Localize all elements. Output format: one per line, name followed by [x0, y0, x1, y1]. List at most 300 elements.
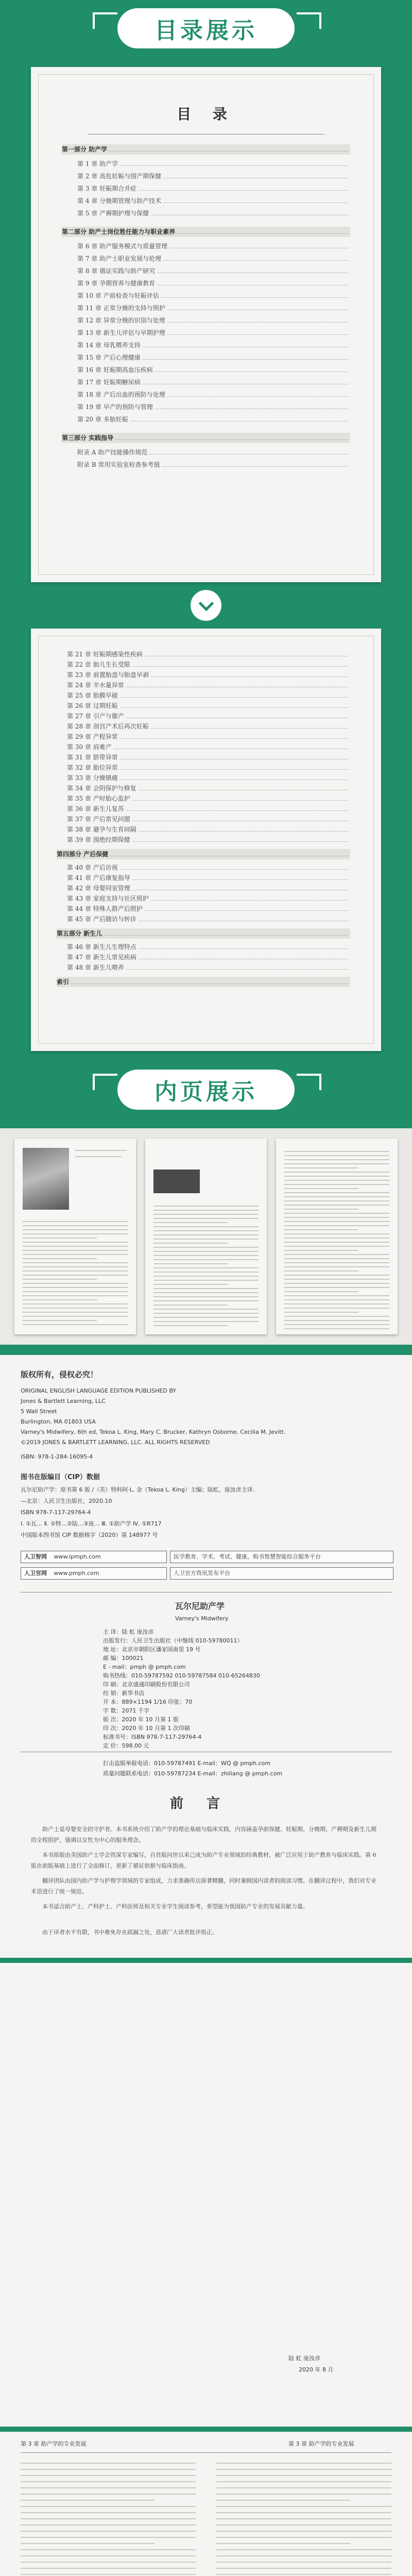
- inner-title-pill: [117, 1070, 295, 1110]
- toc-entry-row: [67, 962, 350, 973]
- preview-text-line: [23, 1270, 128, 1272]
- toc-entry-label: 第 19 章 早产的预防与管理: [77, 403, 153, 411]
- toc-leader-dots: [120, 773, 348, 780]
- toc-leader-dots: [132, 793, 348, 801]
- body-text-line: [21, 2487, 196, 2488]
- toc-entry-label: 第 7 章 助产士职业发展与伦理: [77, 255, 162, 262]
- toc-leader-dots: [126, 804, 348, 811]
- toc-entry-row: [77, 352, 350, 363]
- toc-entry-label: 第 38 章 避孕与生育间隔: [67, 826, 136, 833]
- toc-leader-dots: [149, 447, 348, 454]
- toc-entry-label: 第 9 章 孕期营养与健康教育: [77, 280, 156, 287]
- toc-leader-dots: [139, 824, 348, 832]
- toc-entry-row: [67, 680, 350, 690]
- preview-text-line: [284, 1151, 389, 1152]
- scroll-down-icon: [191, 590, 221, 621]
- toc-leader-dots: [132, 814, 348, 821]
- toc-entry-row: [67, 873, 350, 883]
- toc-leader-dots: [145, 649, 348, 656]
- toc-entry-row: [77, 171, 350, 181]
- original-edition-line: ORIGINAL ENGLISH LANGUAGE EDITION PUBLISHED BY: [21, 1387, 176, 1394]
- copyright-page: [0, 1355, 412, 1958]
- toc-entry-row: [67, 952, 350, 962]
- toc-entry-row: [77, 208, 350, 218]
- preview-text-line: [284, 1238, 389, 1239]
- toc-leader-dots: [139, 914, 348, 921]
- toc-leader-dots: [161, 291, 348, 298]
- toc-leader-dots: [139, 952, 348, 959]
- toc-leader-dots: [139, 783, 348, 790]
- preview-text-line: [284, 1217, 389, 1218]
- banner-left-bracket: [93, 12, 117, 29]
- preview-text-line: [23, 1287, 128, 1288]
- toc-leader-dots: [169, 241, 348, 248]
- toc-entry-label: 第 47 章 新生儿常见疾病: [67, 954, 136, 961]
- toc-leader-dots: [151, 208, 348, 215]
- preview-text-line: [284, 1209, 358, 1210]
- toc-entry-label: 第 1 章 助产学: [77, 160, 118, 167]
- toc-entry-label: 第 8 章 循证实践与助产研究: [77, 267, 156, 275]
- toc-entry-row: [77, 278, 350, 289]
- toc-entry-label: 第 24 章 羊水量异常: [67, 682, 124, 689]
- cip-title: 图书在版编目（CIP）数据: [21, 1473, 100, 1481]
- preview-text-line: [153, 1243, 228, 1244]
- toc-entry-row: [67, 942, 350, 952]
- cip-line: 瓦尔尼助产学：原书第 6 版 /（美）特科阿·L. 金（Tekoa L. King）主编；陆虹，庞汝彦主译.: [21, 1486, 255, 1493]
- preview-text-line: [284, 1262, 389, 1263]
- body-text-line: [21, 2475, 196, 2476]
- body-text-line: [21, 2549, 196, 2550]
- preview-text-line: [23, 1291, 128, 1292]
- toc-leader-dots: [139, 942, 348, 949]
- body-text-line: [21, 2463, 196, 2464]
- preview-text-line: [284, 1184, 389, 1185]
- preview-text-line: [23, 1266, 128, 1267]
- toc-leader-dots: [157, 278, 348, 285]
- preview-text-line: [23, 1320, 97, 1321]
- preview-text-line: [284, 1155, 389, 1156]
- body-text-line: [216, 2481, 391, 2482]
- cip-line: ISBN 978-7-117-29764-4: [21, 1509, 91, 1516]
- banner-left-bracket: [93, 1074, 117, 1090]
- body-text-line: [216, 2512, 391, 2513]
- preface-paragraph: 由于译者水平有限，书中难免存在疏漏之处，恳请广大读者批评指正。: [31, 1929, 218, 1936]
- toc-entry-row: [67, 893, 350, 904]
- preview-text-line: [284, 1233, 389, 1234]
- toc-entry-row: [67, 762, 350, 773]
- toc-entry-row: [77, 328, 350, 338]
- toc-entry-label: 第 32 章 胎位异常: [67, 764, 118, 771]
- preview-text-line: [284, 1308, 389, 1309]
- publication-detail-line: E - mail：pmph @ pmph.com: [103, 1664, 186, 1670]
- preview-text-line: [284, 1316, 389, 1317]
- preview-text-line: [153, 1263, 228, 1264]
- body-text-line: [21, 2574, 196, 2575]
- preview-text-line: [153, 1251, 259, 1252]
- preview-text-line: [284, 1221, 389, 1222]
- toc-entry-row: [67, 649, 350, 659]
- preview-text-line: [153, 1292, 259, 1293]
- toc-entry-row: [77, 291, 350, 301]
- preview-text-line: [284, 1303, 389, 1304]
- body-text-line: [21, 2481, 196, 2482]
- toc-entry-row: [77, 253, 350, 264]
- preview-text-line: [284, 1295, 389, 1296]
- body-text-line: [216, 2518, 391, 2519]
- toc-leader-dots: [120, 732, 348, 739]
- toc-entry-label: 第 40 章 产后访视: [67, 864, 118, 871]
- preview-text-line: [23, 1258, 97, 1259]
- toc-entry-row: [67, 721, 350, 732]
- body-text-line: [21, 2506, 196, 2507]
- original-edition-line: Burlington, MA 01803 USA: [21, 1418, 96, 1425]
- toc-entry-row: [77, 460, 350, 470]
- preview-text-line: [23, 1233, 128, 1234]
- toc-part-row: [62, 144, 350, 155]
- toc-entry-label: 第 34 章 会阴保护与修复: [67, 785, 136, 792]
- toc-entry-row: [77, 365, 350, 375]
- website-label-2: 人卫官网: [24, 1570, 47, 1577]
- cip-line: —北京：人民卫生出版社，2020.10: [21, 1498, 112, 1504]
- preview-text-line: [153, 1259, 259, 1260]
- preview-text-line: [284, 1312, 358, 1313]
- preview-text-line: [153, 1267, 259, 1268]
- preview-text-line: [23, 1279, 97, 1280]
- preview-text-line: [284, 1287, 389, 1288]
- toc-leader-dots: [130, 414, 348, 421]
- toc-section-banner: [0, 0, 412, 57]
- preview-text-line: [153, 1284, 228, 1285]
- website-label-1: 人卫智网: [24, 1553, 47, 1560]
- toc-entry-label: 第 2 章 高危妊娠与围产期保健: [77, 173, 162, 180]
- publication-detail-line: 邮 编：100021: [103, 1655, 144, 1662]
- banner-right-bracket: [297, 12, 321, 29]
- toc-entry-label: 第 30 章 肩难产: [67, 743, 112, 751]
- toc-entry-label: 第 23 章 前置胎盘与胎盘早剥: [67, 671, 149, 679]
- publication-detail-line: 定 价：598.00 元: [103, 1742, 149, 1749]
- preview-text-line: [153, 1321, 259, 1322]
- body-text-line: [216, 2555, 391, 2556]
- toc-leader-dots: [120, 159, 348, 166]
- toc-leader-dots: [120, 701, 348, 708]
- preview-text-line: [284, 1328, 389, 1329]
- body-text-line: [216, 2487, 391, 2488]
- toc-entry-row: [77, 315, 350, 326]
- preview-text-line: [23, 1229, 128, 1230]
- toc-leader-dots: [155, 402, 348, 409]
- toc-leader-dots: [126, 962, 348, 970]
- original-edition-line: Jones & Bartlett Learning, LLC: [21, 1398, 106, 1404]
- toc-entry-row: [67, 904, 350, 914]
- toc-entry-label: 第 42 章 母婴同室管理: [67, 885, 130, 892]
- publication-detail-line: 开 本：889×1194 1/16 印张：70: [103, 1699, 193, 1705]
- toc-entry-label: 第 36 章 新生儿复苏: [67, 805, 124, 812]
- toc-entry-row: [67, 914, 350, 924]
- toc-entry-label: 第 16 章 妊娠期高血压疾病: [77, 366, 153, 374]
- website-url-2: www.pmph.com: [54, 1570, 99, 1577]
- body-text-line: [216, 2475, 391, 2476]
- toc-leader-dots: [104, 928, 348, 936]
- toc-leader-dots: [167, 328, 348, 335]
- preview-text-line: [153, 1309, 259, 1310]
- contact-line: 质量问题联系电话：010-59787234 E-mail：zhiliang @ pmph.com: [103, 1770, 283, 1777]
- preview-page-left: [14, 1139, 136, 1334]
- website-box-1[interactable]: [21, 1551, 167, 1563]
- toc-entry-label: 第一部分 助产学: [62, 146, 108, 153]
- preview-page-right: [276, 1139, 398, 1334]
- preview-text-line: [284, 1320, 389, 1321]
- body-text-line: [21, 2524, 196, 2526]
- book-subtitle: Varney's Midwifery: [175, 1615, 229, 1622]
- body-text-line: [21, 2555, 196, 2556]
- preview-photo: [23, 1148, 69, 1210]
- preview-text-line: [23, 1308, 128, 1309]
- preview-chapter-block: [153, 1170, 200, 1193]
- body-text-line: [21, 2518, 196, 2519]
- sample-page: [0, 2432, 412, 2576]
- preface-paragraph: 翻译团队由国内助产学与护理学领域的专家组成，力求准确传达原著精髓，同时兼顾国内读者的阅读习惯。在翻译过程中，我们对专业术语进行了统一规范。: [31, 1877, 376, 1895]
- toc-entry-row: [67, 742, 350, 752]
- website-url-1: www.ipmph.com: [54, 1553, 101, 1560]
- toc-entry-label: 第三部分 实践指导: [62, 434, 114, 442]
- toc-leader-dots: [114, 742, 348, 749]
- toc-leader-dots: [143, 352, 348, 360]
- toc-entry-label: 第 25 章 胎膜早破: [67, 692, 118, 699]
- website-desc-1: 医学教育、学术、考试、健康，购书智慧智能综合服务平台: [174, 1553, 321, 1560]
- preview-text-line: [284, 1176, 389, 1177]
- website-box-desc-2: [170, 1567, 393, 1580]
- preview-text-line: [153, 1272, 259, 1273]
- toc-entry-row: [67, 659, 350, 670]
- toc-entry-row: [77, 159, 350, 169]
- toc-entry-row: [67, 862, 350, 873]
- toc-entry-row: [77, 414, 350, 425]
- preview-text-line: [23, 1312, 128, 1313]
- preview-text-line: [284, 1279, 389, 1280]
- preview-text-line: [284, 1270, 358, 1272]
- toc-entry-label: 第 48 章 新生儿喂养: [67, 964, 124, 971]
- website-box-2[interactable]: [21, 1567, 167, 1580]
- preview-text-line: [153, 1288, 259, 1289]
- toc-entry-row: [67, 752, 350, 762]
- toc-leader-dots: [177, 227, 348, 234]
- toc-entry-label: 第 11 章 正常分娩的支持与照护: [77, 304, 165, 312]
- toc-entry-label: 第 26 章 过期妊娠: [67, 702, 118, 709]
- original-edition-line: Varney's Midwifery, 6th ed, Tekoa L. King, Mary C. Brucker, Kathryn Osborne, Cecilia M. Jevitt.: [21, 1429, 286, 1435]
- toc-part-row: [57, 977, 350, 987]
- preview-text-line: [284, 1258, 389, 1259]
- toc-leader-dots: [155, 365, 348, 372]
- banner-right-bracket: [297, 1074, 321, 1090]
- toc-entry-row: [77, 241, 350, 251]
- toc-entry-label: 第 18 章 产后出血的预防与处理: [77, 391, 165, 398]
- toc-entry-row: [77, 266, 350, 276]
- toc-entry-label: 第 13 章 新生儿评估与早期护理: [77, 329, 165, 336]
- toc-page-1: [31, 67, 381, 582]
- toc-entry-label: 第五部分 新生儿: [57, 930, 102, 937]
- toc-leader-dots: [71, 977, 348, 984]
- publication-detail-line: 印 刷：北京盛通印刷股份有限公司: [103, 1681, 190, 1688]
- body-text-line: [216, 2568, 391, 2569]
- preview-text-line: [153, 1230, 259, 1231]
- toc-leader-dots: [167, 303, 348, 310]
- body-text-line: [216, 2543, 350, 2544]
- preview-text-line: [284, 1250, 358, 1251]
- toc-entry-label: 第二部分 助产士岗位胜任能力与职业素养: [62, 228, 176, 235]
- body-text-line: [216, 2500, 350, 2501]
- toc-entry-row: [67, 814, 350, 824]
- toc-leader-dots: [120, 762, 348, 770]
- toc-entry-row: [77, 389, 350, 400]
- body-text-line: [21, 2500, 154, 2501]
- body-text-line: [21, 2469, 196, 2470]
- preview-text-line: [153, 1296, 259, 1297]
- preface-paragraph: 本书适合助产士、产科护士、产科医师及相关专业学生阅读参考，希望能为我国助产专业的发展贡献力量。: [31, 1903, 308, 1910]
- toc-section-title: 目录展示: [154, 18, 258, 44]
- body-text-line: [21, 2562, 196, 2563]
- toc-entry-row: [67, 670, 350, 680]
- publication-detail-line: 主 译：陆 虹 庞汝彦: [103, 1629, 154, 1635]
- toc-entry-label: 第 35 章 产时胎心监护: [67, 795, 130, 802]
- toc-leader-dots: [120, 862, 348, 870]
- preview-text-line: [23, 1254, 128, 1255]
- toc-leader-dots: [163, 253, 348, 261]
- toc-entry-row: [77, 196, 350, 206]
- toc-leader-dots: [151, 721, 348, 728]
- body-text-line: [21, 2568, 196, 2569]
- toc-entry-row: [67, 804, 350, 814]
- toc-entry-label: 第 14 章 母乳喂养支持: [77, 342, 141, 349]
- toc-page-2: [31, 629, 381, 1051]
- toc-entry-row: [77, 447, 350, 457]
- preview-text-line: [153, 1226, 259, 1227]
- preface-page: [0, 1963, 412, 2427]
- toc-entry-row: [67, 824, 350, 835]
- body-text-line: [216, 2549, 391, 2550]
- preview-text-line: [284, 1225, 389, 1226]
- preview-text-line: [284, 1188, 358, 1189]
- preview-text-line: [153, 1234, 259, 1235]
- preview-text-line: [23, 1324, 128, 1325]
- body-text-line: [216, 2537, 391, 2538]
- toc-entry-label: 第四部分 产后保健: [57, 851, 109, 858]
- original-edition-line: ©2019 JONES & BARTLETT LEARNING, LLC. ALL RIGHTS RESERVED: [21, 1439, 210, 1446]
- toc-leader-dots: [163, 196, 348, 203]
- toc-leader-dots: [139, 183, 348, 191]
- toc-entry-label: 第 15 章 产后心理健康: [77, 354, 141, 361]
- preview-text-line: [153, 1214, 259, 1215]
- toc-entry-label: 第 21 章 妊娠期感染性疾病: [67, 651, 143, 658]
- preview-text-line: [284, 1200, 389, 1201]
- preview-text-line: [153, 1255, 259, 1256]
- toc-entry-row: [67, 835, 350, 845]
- body-text-line: [216, 2524, 391, 2526]
- toc-entry-label: 第 33 章 分娩镇痛: [67, 774, 118, 782]
- preview-text-line: [153, 1300, 259, 1301]
- toc-leader-dots: [126, 711, 348, 718]
- preview-text-line: [153, 1210, 259, 1211]
- preview-text-line: [284, 1172, 389, 1173]
- toc-entry-row: [67, 711, 350, 721]
- preview-text-line: [153, 1325, 228, 1326]
- body-text-line: [21, 2494, 196, 2495]
- toc-entry-row: [67, 883, 350, 893]
- body-text-line: [21, 2543, 154, 2544]
- preview-text-line: [284, 1167, 358, 1168]
- contact-line: 打击盗版举报电话：010-59787491 E-mail：WQ @ pmph.com: [103, 1760, 271, 1767]
- preview-text-line: [23, 1283, 128, 1284]
- toc-leader-dots: [167, 389, 348, 397]
- body-text-line: [216, 2494, 391, 2495]
- toc-leader-dots: [109, 144, 348, 151]
- preview-text-line: [153, 1218, 259, 1219]
- publication-detail-line: 版 次：2020 年 10 月第 1 版: [103, 1716, 179, 1723]
- preview-text-line: [284, 1275, 389, 1276]
- body-text-line: [216, 2469, 391, 2470]
- toc-title-pill: [117, 8, 295, 48]
- sample-left-header: 第 3 章 助产学的专业发展: [21, 2441, 87, 2447]
- toc-leader-dots: [143, 340, 348, 347]
- toc-leader-dots: [151, 893, 348, 901]
- toc-leader-dots: [126, 680, 348, 687]
- toc-entry-label: 第 31 章 脐带异常: [67, 754, 118, 761]
- toc-leader-dots: [115, 433, 348, 440]
- sample-right-header: 第 3 章 助产学的专业发展: [288, 2441, 354, 2447]
- toc-part-row: [62, 227, 350, 237]
- preview-text-line: [153, 1313, 259, 1314]
- toc-entry-label: 第 20 章 多胎妊娠: [77, 416, 128, 423]
- toc-entry-label: 第 12 章 异常分娩的识别与处理: [77, 317, 165, 324]
- publication-detail-line: 购书热线：010-59787592 010-59787584 010-65264830: [103, 1672, 260, 1679]
- cip-line: Ⅰ. ①瓦… Ⅱ. ①特…②陆…③庞… Ⅲ. ①助产学 Ⅳ. ①R717: [21, 1520, 162, 1527]
- toc-leader-dots: [132, 883, 348, 890]
- preface-date: 2020 年 8 月: [299, 2366, 334, 2373]
- toc-entry-row: [77, 340, 350, 350]
- preview-text-line: [23, 1246, 128, 1247]
- toc-leader-dots: [143, 377, 348, 384]
- preface-signature: 陆 虹 庞汝彦: [288, 2355, 320, 2362]
- toc-entry-label: 第 3 章 妊娠期合并症: [77, 185, 137, 192]
- body-text-line: [21, 2531, 196, 2532]
- preview-text-line: [284, 1254, 389, 1255]
- toc-entry-row: [67, 773, 350, 783]
- preview-text-line: [23, 1250, 128, 1251]
- toc-leader-dots: [151, 670, 348, 677]
- preview-page-middle: [145, 1139, 267, 1334]
- toc-leader-dots: [132, 873, 348, 880]
- preview-text-line: [23, 1316, 128, 1317]
- toc-entry-label: 第 44 章 特殊人群产后照护: [67, 905, 143, 912]
- publication-detail-line: 地 址：北京市朝阳区潘家园南里 19 号: [103, 1646, 201, 1653]
- toc-leader-dots: [120, 752, 348, 759]
- preview-text-line: [284, 1283, 389, 1284]
- toc-entry-label: 第 5 章 产褥期护理与保健: [77, 210, 149, 217]
- toc-entry-label: 第 46 章 新生儿生理特点: [67, 943, 136, 951]
- preview-text-line: [23, 1295, 128, 1296]
- toc-entry-label: 第 37 章 产后常见问题: [67, 816, 130, 823]
- preview-text-line: [153, 1247, 259, 1248]
- toc-leader-dots: [162, 460, 348, 467]
- toc-entry-row: [67, 701, 350, 711]
- preview-text-line: [23, 1262, 128, 1263]
- toc-entry-row: [77, 402, 350, 412]
- preview-text-line: [23, 1303, 128, 1304]
- toc-entry-row: [77, 183, 350, 194]
- body-text-line: [216, 2506, 391, 2507]
- body-text-line: [216, 2562, 391, 2563]
- toc-entry-row: [77, 377, 350, 387]
- original-edition-line: 5 Wall Street: [21, 1408, 57, 1415]
